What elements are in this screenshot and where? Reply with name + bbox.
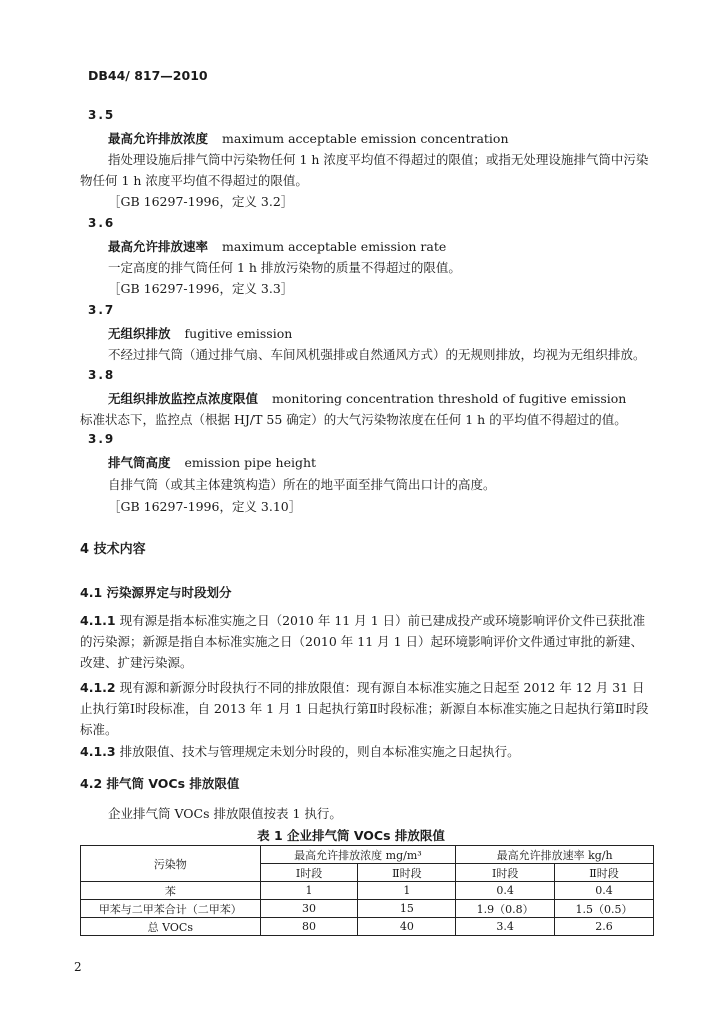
header-period-1: Ⅰ时段 [456,864,555,882]
cell-pollutant: 甲苯与二甲苯合计（二甲苯） [81,900,261,918]
term-zh: 最高允许排放速率 [108,239,209,254]
definition-line: 物任何 1 h 浓度平均值不得超过的限值。 [80,173,308,188]
section-number-3-6: 3.6 [88,216,116,230]
header-pollutant: 污染物 [81,846,261,882]
term-en: fugitive emission [184,326,293,341]
clause-text: 排放限值、技术与管理规定未划分时段的，则自本标准实施之日起执行。 [119,744,520,759]
cell-conc-p2: 40 [358,918,456,936]
emission-limits-table [80,845,654,936]
term-3-6 [108,237,446,255]
cell-conc-p2: 1 [358,882,456,900]
document-code-header: DB44/ 817—2010 [88,68,208,83]
clause-number: 4.1.1 [80,613,116,628]
cell-pollutant: 总 VOCs [81,918,261,936]
section-number-3-7: 3.7 [88,303,116,317]
table-row [81,900,654,918]
cell-conc-p1: 30 [260,900,358,918]
term-en: maximum acceptable emission concentration [222,131,509,146]
cell-rate-p2: 2.6 [555,918,654,936]
clause-4-1-3 [80,741,652,762]
term-zh: 排气筒高度 [108,455,171,470]
reference-citation: ［GB 16297-1996，定义 3.3］ [108,281,294,296]
cell-conc-p1: 80 [260,918,358,936]
table-caption: 表 1 企业排气筒 VOCs 排放限值 [257,828,445,843]
clause-4-1-2 [80,677,652,740]
chapter-heading: 4 技术内容 [80,542,146,557]
cell-rate-p1: 0.4 [456,882,555,900]
header-period-2: Ⅱ时段 [358,864,456,882]
term-en: maximum acceptable emission rate [222,239,447,254]
definition-line: 不经过排气筒（通过排气扇、车间风机强排或自然通风方式）的无规则排放，均视为无组织排放。 [108,347,646,362]
clause-text: 现有源和新源分时段执行不同的排放限值：现有源自本标准实施之日起至 2012 年 12 月 31 日止执行第Ⅰ时段标准，自 2013 年 1 月 1 日起执行第Ⅱ时段标准；新源自本标准实施之日起执行第Ⅱ时段标准。 [80,680,649,737]
reference-citation: ［GB 16297-1996，定义 3.2］ [108,194,294,209]
table-row [81,918,654,936]
term-3-8 [108,389,626,407]
header-rate: 最高允许排放速率 kg/h [456,846,654,864]
subsection-heading-4-2: 4.2 排气筒 VOCs 排放限值 [80,776,240,791]
cell-rate-p1: 3.4 [456,918,555,936]
header-concentration: 最高允许排放浓度 mg/m³ [260,846,456,864]
definition-line: 标准状态下，监控点（根据 HJ/T 55 确定）的大气污染物浓度在任何 1 h 的平均值不得超过的值。 [80,412,627,427]
page-number: 2 [74,960,82,974]
section-number-3-9: 3.9 [88,432,116,446]
term-3-5 [108,129,509,147]
term-3-9 [108,453,316,471]
cell-pollutant: 苯 [81,882,261,900]
term-en: emission pipe height [184,455,317,470]
definition-line: 自排气筒（或其主体建筑构造）所在的地平面至排气筒出口计的高度。 [108,477,496,492]
reference-citation: ［GB 16297-1996，定义 3.10］ [108,499,302,514]
clause-text: 现有源是指本标准实施之日（2010 年 11 月 1 日）前已建成投产或环境影响评价文件已获批准的污染源；新源是指自本标准实施之日（2010 年 11 月 1 日）起环境影响评价文件通过审批的新建、改建、扩建污染源。 [80,613,646,670]
clause-number: 4.1.2 [80,680,116,695]
term-zh: 最高允许排放浓度 [108,131,209,146]
cell-rate-p2: 1.5（0.5） [555,900,654,918]
table-intro-text: 企业排气筒 VOCs 排放限值按表 1 执行。 [108,806,342,821]
header-period-1: Ⅰ时段 [260,864,358,882]
cell-conc-p2: 15 [358,900,456,918]
section-number-3-8: 3.8 [88,368,116,382]
cell-rate-p1: 1.9（0.8） [456,900,555,918]
clause-4-1-1 [80,610,652,673]
term-zh: 无组织排放 [108,326,171,341]
term-zh: 无组织排放监控点浓度限值 [108,391,259,406]
cell-rate-p2: 0.4 [555,882,654,900]
definition-line: 一定高度的排气筒任何 1 h 排放污染物的质量不得超过的限值。 [108,260,461,275]
cell-conc-p1: 1 [260,882,358,900]
section-number-3-5: 3.5 [88,108,116,122]
clause-number: 4.1.3 [80,744,116,759]
definition-line: 指处理设施后排气筒中污染物任何 1 h 浓度平均值不得超过的限值；或指无处理设施排气筒中污染 [108,152,649,167]
table-header-row [81,846,654,864]
table-row [81,882,654,900]
term-en: monitoring concentration threshold of fugitive emission [272,391,627,406]
term-3-7 [108,324,292,342]
header-period-2: Ⅱ时段 [555,864,654,882]
subsection-heading-4-1: 4.1 污染源界定与时段划分 [80,585,232,600]
